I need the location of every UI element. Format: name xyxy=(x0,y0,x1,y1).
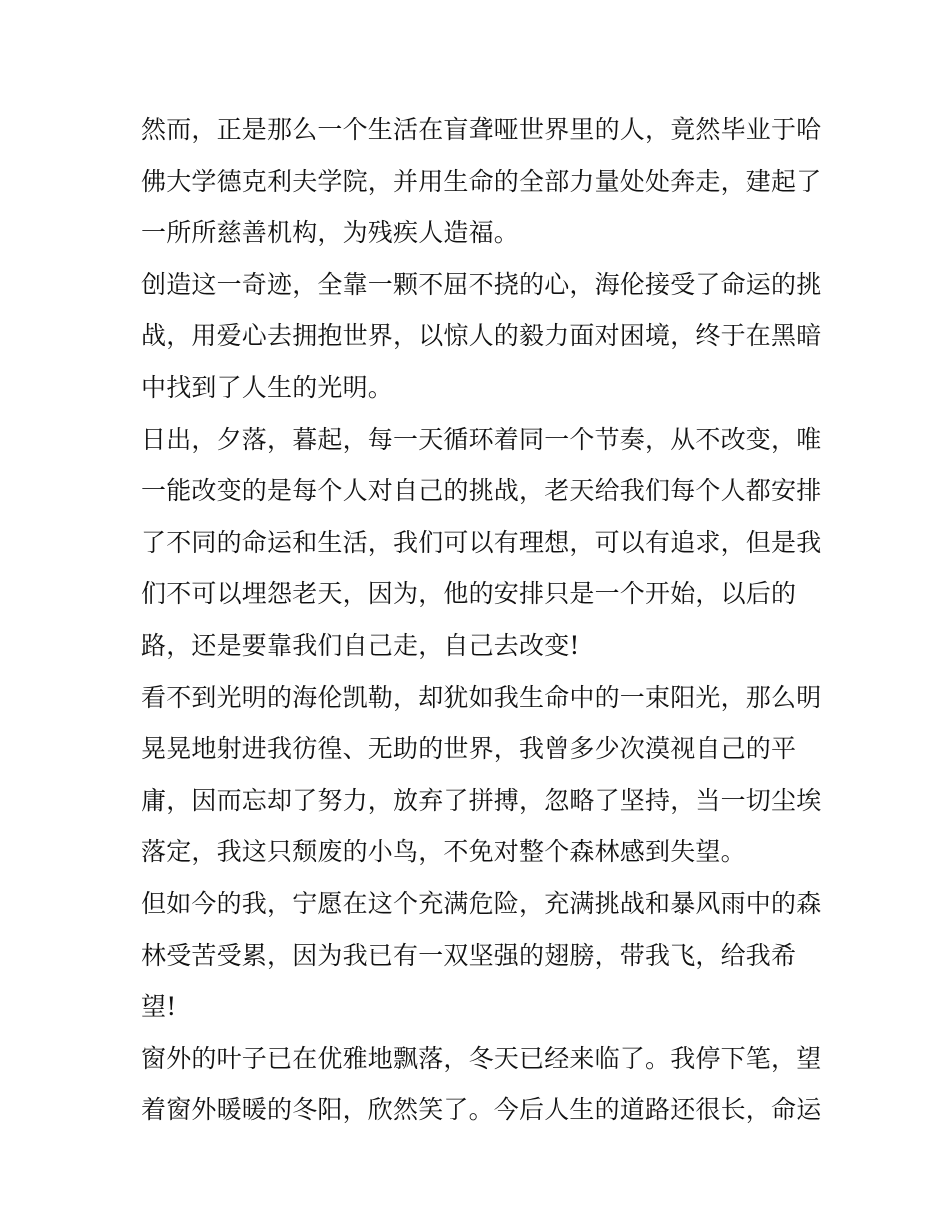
text-line: 创造这一奇迹，全靠一颗不屈不挠的心，海伦接受了命运的挑 xyxy=(141,269,822,299)
text-line: 望! xyxy=(141,992,177,1022)
text-line: 林受苦受累，因为我已有一双坚强的翅膀，带我飞，给我希 xyxy=(141,940,797,970)
text-line: 着窗外暖暖的冬阳，欣然笑了。今后人生的道路还很长，命运 xyxy=(141,1095,822,1125)
text-line: 中找到了人生的光明。 xyxy=(141,372,394,402)
text-line: 落定，我这只颓废的小鸟，不免对整个森林感到失望。 xyxy=(141,837,746,867)
text-line: 一能改变的是每个人对自己的挑战，老天给我们每个人都安排 xyxy=(141,476,822,506)
text-line: 了不同的命运和生活，我们可以有理想，可以有追求，但是我 xyxy=(141,527,822,557)
text-line: 们不可以埋怨老天，因为，他的安排只是一个开始，以后的 xyxy=(141,579,797,609)
text-line: 战，用爱心去拥抱世界，以惊人的毅力面对困境，终于在黑暗 xyxy=(141,321,822,351)
text-line: 佛大学德克利夫学院，并用生命的全部力量处处奔走，建起了 xyxy=(141,166,822,196)
text-line: 一所所慈善机构，为残疾人造福。 xyxy=(141,218,520,248)
text-line: 看不到光明的海伦凯勒，却犹如我生命中的一束阳光，那么明 xyxy=(141,682,822,712)
text-line: 然而，正是那么一个生活在盲聋哑世界里的人，竟然毕业于哈 xyxy=(141,115,822,144)
text-line: 晃晃地射进我彷徨、无助的世界，我曾多少次漠视自己的平 xyxy=(141,734,797,764)
text-line: 庸，因而忘却了努力，放弃了拼搏，忽略了坚持，当一切尘埃 xyxy=(141,785,822,815)
text-line: 但如今的我，宁愿在这个充满危险，充满挑战和暴风雨中的森 xyxy=(141,888,822,918)
body-text xyxy=(141,104,822,1136)
text-line: 路，还是要靠我们自己走，自己去改变! xyxy=(141,630,580,660)
text-line: 日出，夕落，暮起，每一天循环着同一个节奏，从不改变，唯 xyxy=(141,424,822,454)
text-line: 窗外的叶子已在优雅地飘落，冬天已经来临了。我停下笔，望 xyxy=(141,1043,822,1073)
